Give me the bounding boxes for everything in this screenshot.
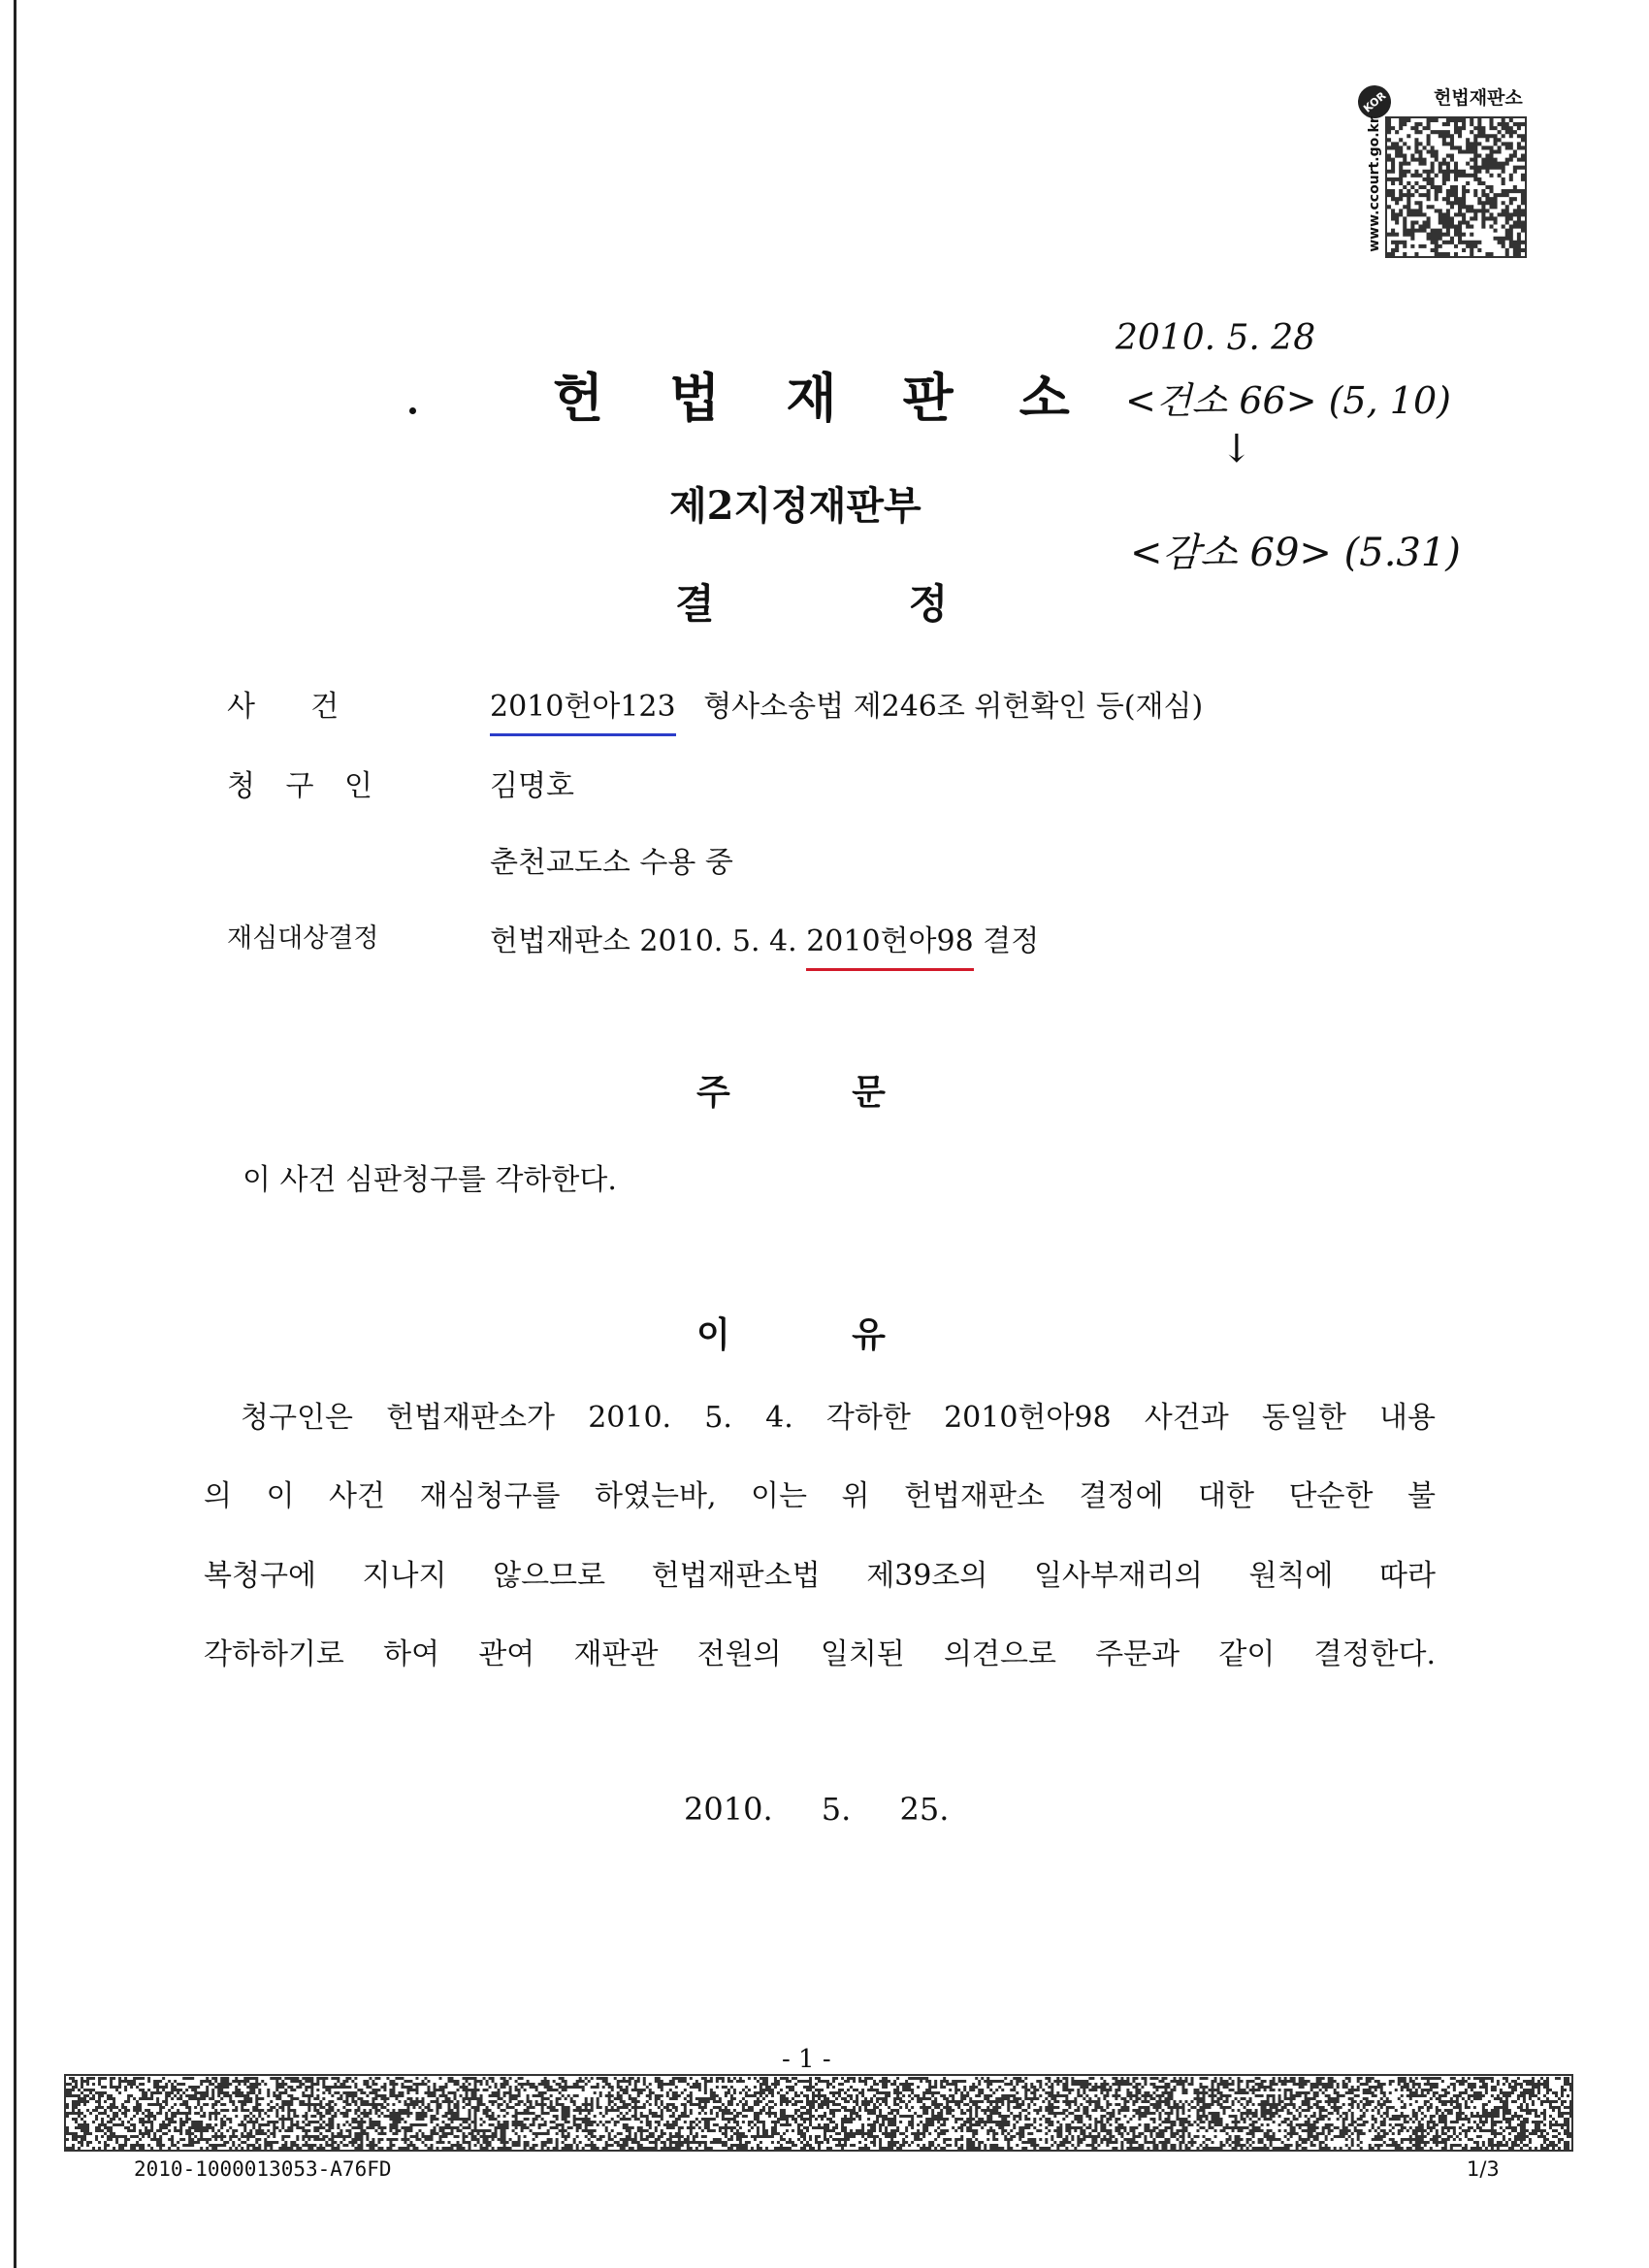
qr-code-icon [1385,116,1527,258]
target-row [490,917,1039,959]
petitioner-name: 김명호 [490,769,574,803]
blue-underline [490,733,676,736]
court-title: 헌법재판소 [553,367,1136,429]
handwritten-note-2: <감소 69> (5.31) [1130,531,1461,575]
reason-line: 각하하기로 하여 관여 재판관 전원의 일치된 의견으로 주문과 같이 결정한다. [204,1637,1436,1671]
target-suffix: 결정 [983,924,1040,958]
case-title: 형사소송법 제246조 위헌확인 등(재심) [703,690,1204,724]
red-underline [806,968,973,971]
reason-line: 의 이 사건 재심청구를 하였는바, 이는 위 헌법재판소 결정에 대한 단순한 불 [204,1479,1436,1513]
target-prefix: 헌법재판소 2010. 5. 4. [490,924,797,958]
handwritten-arrow-icon: ↓ [1220,427,1253,471]
scan-edge [14,0,16,2268]
target-label: 재심대상결정 [227,923,379,954]
scan-dot [409,407,416,414]
decision-title: 결정 [675,580,1143,628]
case-number: 2010헌아123 [490,682,676,725]
case-label: 사 건 [227,690,340,724]
decision-date: 2010. 5. 25. [684,1791,950,1828]
stamp-title: 헌법재판소 [1434,87,1523,109]
bench-title: 제2지정재판부 [669,483,922,529]
reason-line: 복청구에 지나지 않으므로 헌법재판소법 제39조의 일사부재리의 원칙에 따라 [204,1559,1436,1593]
target-case-number: 2010헌아98 [806,917,973,959]
holding-heading: 주 문 [696,1072,886,1113]
petitioner-address: 춘천교도소 수용 중 [490,846,733,880]
petitioner-label: 청 구 인 [227,769,373,803]
case-row [490,682,1203,725]
handwritten-date: 2010. 5. 28 [1116,318,1316,358]
barcode-strip [64,2074,1573,2152]
document-id: 2010-1000013053-A76FD [134,2157,392,2181]
reason-line: 청구인은 헌법재판소가 2010. 5. 4. 각하한 2010헌아98 사건과 동일한 내용 [241,1401,1436,1435]
kor-badge-icon: KOR [1351,79,1398,125]
page-of-total: 1/3 [1467,2157,1500,2181]
handwritten-note-1: <건소 66> (5, 10) [1125,379,1451,422]
reasons-heading: 이 유 [696,1314,886,1355]
stamp-url: www.ccourt.go.kr [1367,116,1382,252]
page-number: - 1 - [782,2045,831,2074]
holding-text: 이 사건 심판청구를 각하한다. [242,1163,617,1197]
court-stamp [1358,80,1525,256]
